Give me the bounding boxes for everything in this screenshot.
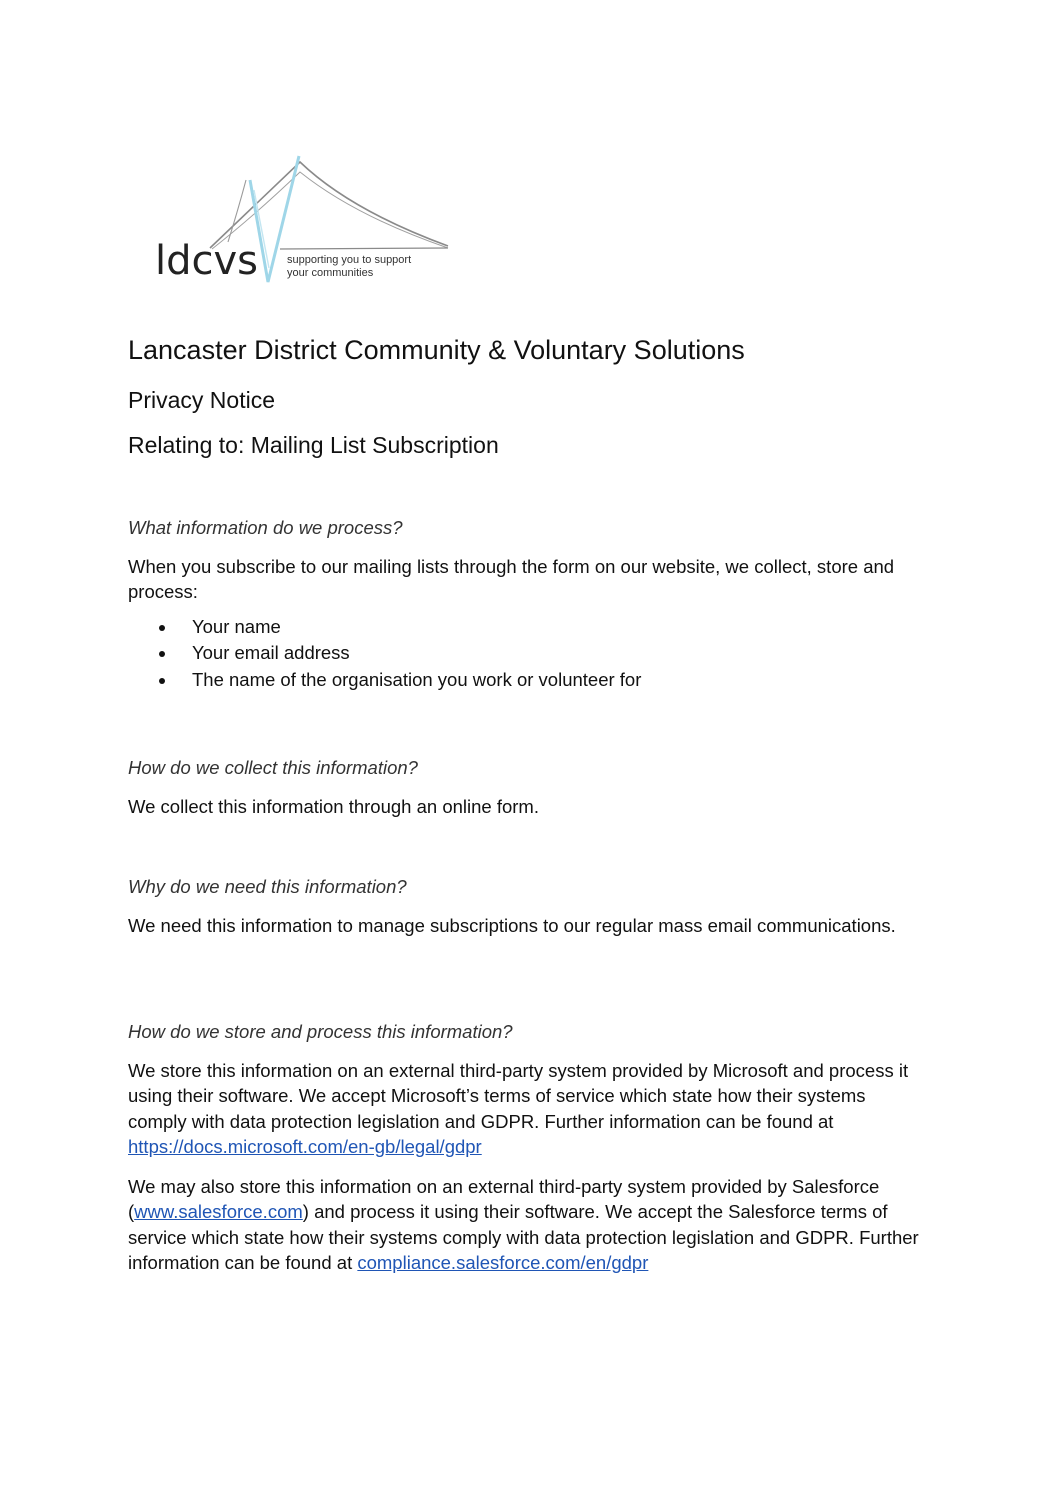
logo-tagline (287, 254, 411, 280)
salesforce-website-link[interactable]: www.salesforce.com (134, 1201, 303, 1222)
microsoft-paragraph (128, 1058, 928, 1160)
section-question: How do we store and process this information? (128, 1021, 513, 1042)
list-item: Your name (128, 614, 928, 641)
section-text: We collect this information through an online form. (128, 795, 539, 817)
ldcvs-logo (150, 150, 460, 295)
document-relating-to: Relating to: Mailing List Subscription (128, 432, 499, 458)
salesforce-paragraph (128, 1174, 928, 1276)
bullet-list (128, 614, 928, 694)
microsoft-gdpr-link[interactable]: https://docs.microsoft.com/en-gb/legal/gdpr (128, 1136, 482, 1157)
salesforce-paragraph-text-b: ) and process it using their software. We accept the Salesforce terms of service which state how their systems comply with data protection legislation and GDPR. Further information can be found at (128, 1201, 919, 1273)
section-question: Why do we need this information? (128, 876, 407, 897)
document-subtitle: Privacy Notice (128, 387, 275, 413)
microsoft-paragraph-text: We store this information on an external third-party system provided by Microsoft and process it using their software. We accept Microsoft’s terms of service which state how their systems comply with data protection legislation and GDPR. Further information can be found at (128, 1059, 909, 1132)
section-text: We need this information to manage subscriptions to our regular mass email communications. (128, 914, 896, 936)
section-text: When you subscribe to our mailing lists through the form on our website, we collect, store and process: (128, 555, 895, 602)
section-question: How do we collect this information? (128, 757, 418, 778)
salesforce-paragraph-text-a: We may also store this information on an external third-party system provided by Salesforce ( (128, 1175, 880, 1222)
salesforce-gdpr-link[interactable]: compliance.salesforce.com/en/gdpr (357, 1252, 649, 1273)
section-how-store (128, 1019, 928, 1276)
section-what-information (128, 515, 928, 693)
section-question: What information do we process? (128, 517, 403, 538)
section-why-need (128, 874, 928, 938)
logo-tagline-line1: supporting you to support (287, 254, 412, 266)
list-item: The name of the organisation you work or volunteer for (128, 667, 928, 694)
list-item: Your email address (128, 640, 928, 667)
document-title: Lancaster District Community & Voluntary Solutions (128, 335, 745, 365)
section-how-collect (128, 755, 928, 819)
logo-wordmark: ldcvs (155, 238, 259, 284)
logo-tagline-line2: your communities (287, 267, 374, 279)
